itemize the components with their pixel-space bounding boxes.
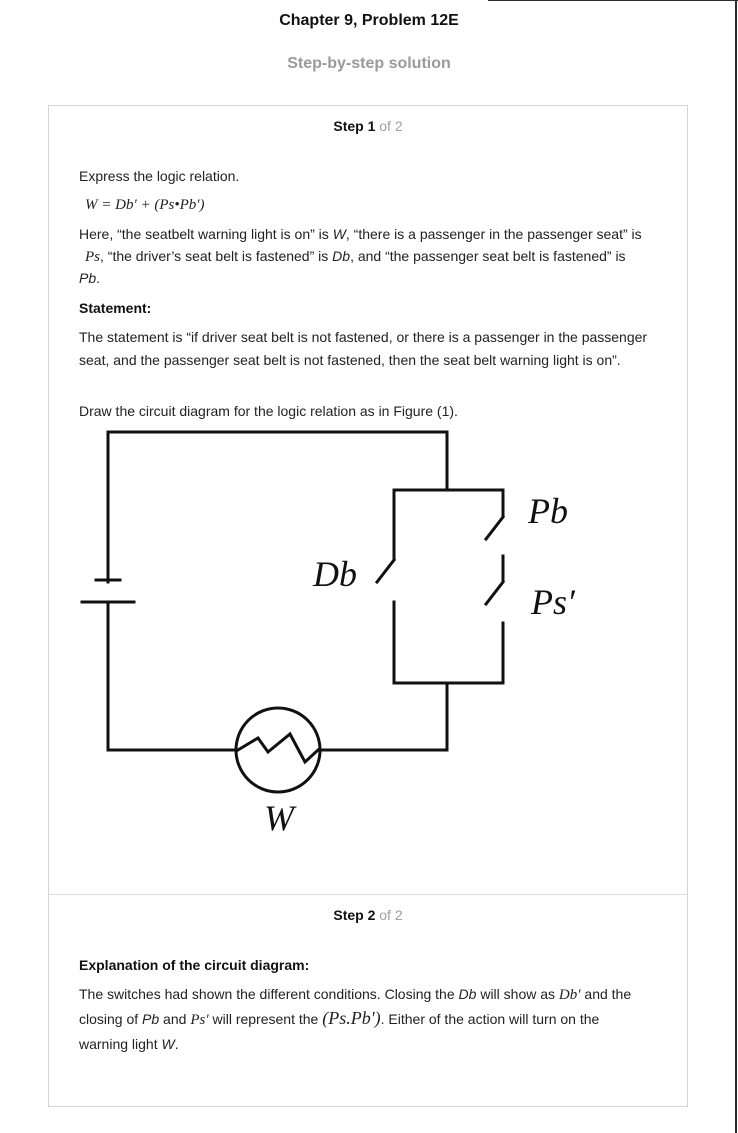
explanation-line-1	[79, 983, 669, 1007]
logic-equation	[85, 193, 675, 217]
page-title: Chapter 9, Problem 12E	[279, 12, 459, 29]
here-text-1: Here, “the seatbelt warning light is on” is	[79, 226, 333, 242]
expl-text-2d: . Either of the action will turn on the	[380, 1011, 600, 1027]
ps-switch-blade	[486, 582, 503, 604]
expl-text-1: The switches had shown the different conditions. Closing the	[79, 986, 459, 1002]
label-w: W	[264, 798, 294, 838]
label-pb: Pb	[528, 491, 568, 531]
expl-pb: Pb	[142, 1011, 160, 1027]
here-paragraph-line-1	[79, 223, 669, 246]
pb-switch-blade	[486, 517, 503, 539]
expl-db: Db	[458, 986, 477, 1002]
step-1-count: of 2	[375, 118, 403, 134]
expl-text-3b: .	[174, 1036, 179, 1052]
here-w: W	[332, 226, 346, 242]
label-db: Db	[313, 554, 357, 594]
here-text-2: , “the driver’s seat belt is fastened” is	[100, 248, 333, 264]
step-1-intro: Express the logic relation.	[79, 168, 240, 184]
expl-text-2c: will represent the	[208, 1011, 323, 1027]
explanation-heading: Explanation of the circuit diagram:	[79, 957, 310, 973]
expl-text-2b: and	[159, 1011, 191, 1027]
expl-ps-prime: Ps′	[190, 1012, 209, 1028]
here-text-2b: , and “the passenger seat belt is fastened” is	[350, 248, 626, 264]
explanation-line-3	[79, 1033, 669, 1056]
frame-top-border	[488, 0, 738, 1]
expl-text-2: closing of	[79, 1011, 143, 1027]
warning-lamp-circle	[236, 708, 320, 792]
step-divider	[48, 894, 688, 895]
draw-instruction: Draw the circuit diagram for the logic relation as in Figure (1).	[79, 403, 458, 419]
wire-top	[108, 432, 447, 490]
warning-lamp-filament	[238, 734, 318, 762]
label-ps: Ps′	[531, 582, 575, 622]
expl-w: W	[161, 1036, 175, 1052]
here-paragraph-line-2	[79, 245, 669, 269]
here-pb: Pb	[79, 270, 97, 286]
equation-text: W = Db′ + (Ps•Pb′)	[85, 197, 205, 213]
expl-text-1c: and the	[580, 986, 632, 1002]
statement-heading: Statement:	[79, 300, 152, 316]
circuit-diagram	[0, 420, 738, 850]
db-switch-blade	[377, 560, 394, 582]
step-2-count: of 2	[375, 907, 403, 923]
expl-text-1b: will show as	[476, 986, 559, 1002]
here-ps: Ps	[85, 249, 100, 265]
here-db: Db	[332, 248, 351, 264]
here-text-1b: , “there is a passenger in the passenger seat” is	[345, 226, 642, 242]
page-subtitle: Step-by-step solution	[287, 55, 451, 72]
statement-text: The statement is “if driver seat belt is not fastened, or there is a passenger in the passenger seat, and the passenger seat belt is not fastened, then the seat belt warning light is on”.	[79, 329, 648, 368]
step-1-header	[48, 118, 688, 134]
here-paragraph-line-3: Pb.	[79, 270, 101, 286]
expl-text-3: warning light	[79, 1036, 162, 1052]
step-2-label: Step 2	[333, 907, 376, 923]
step-1-label: Step 1	[333, 118, 376, 134]
step-2-header	[48, 907, 688, 923]
wire-left-lower	[108, 602, 236, 750]
expl-expression: (Ps.Pb′)	[322, 1008, 381, 1028]
wire-bottom-right	[320, 683, 447, 750]
explanation-line-2	[79, 1007, 669, 1032]
expl-db-prime: Db′	[558, 987, 581, 1003]
